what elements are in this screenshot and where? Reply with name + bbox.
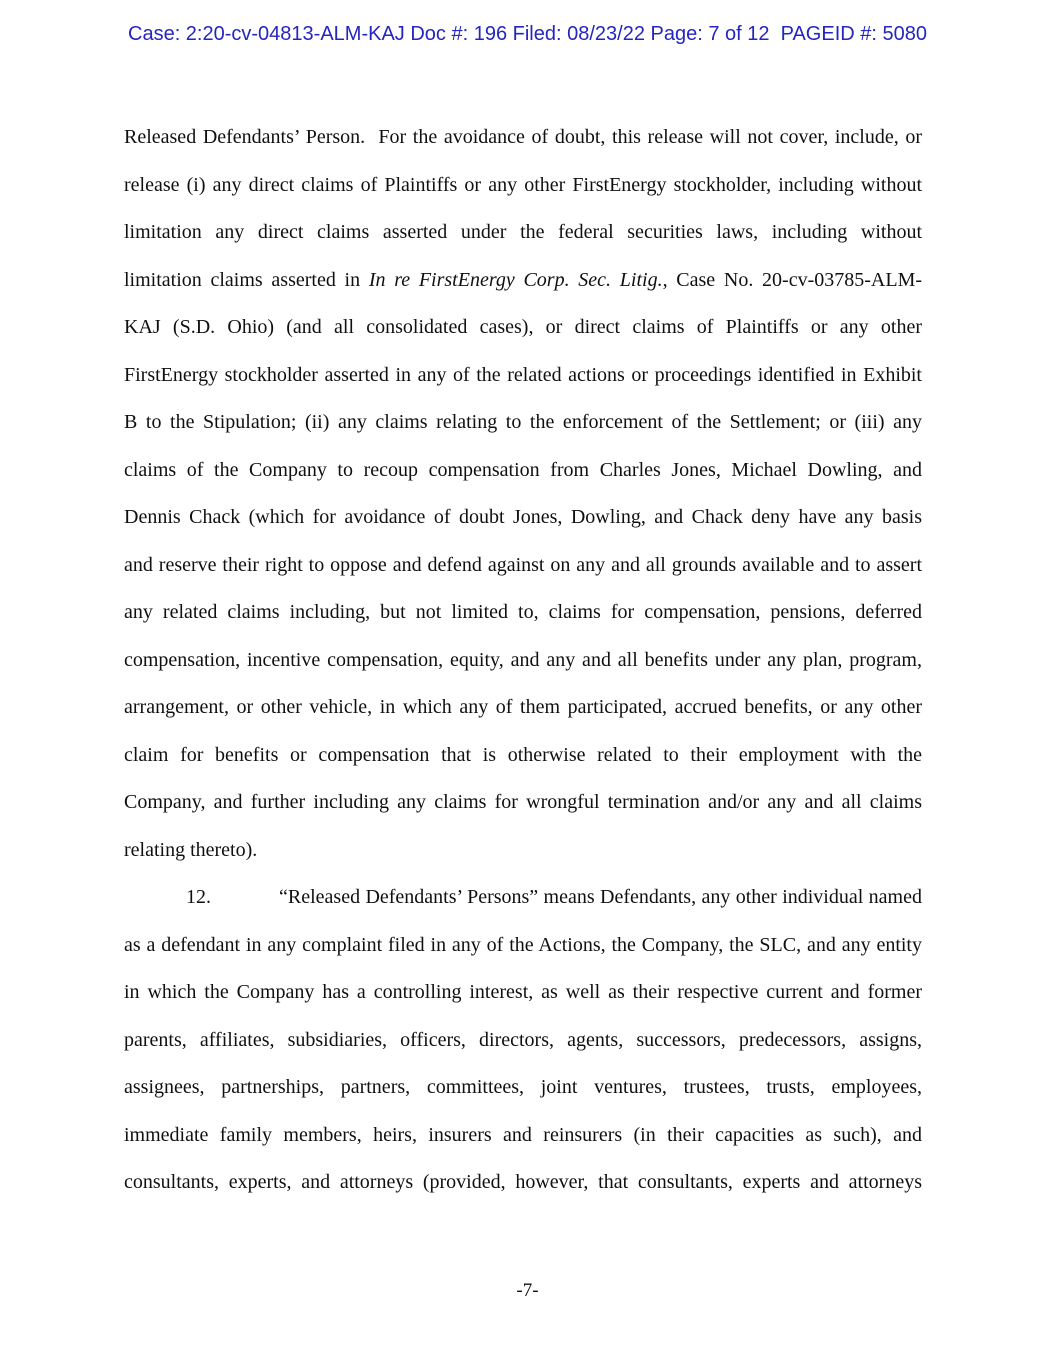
text-line: and reserve their right to oppose and defend against on any and all grounds available and to assert (124, 553, 922, 576)
text-line: Released Defendants’ Person. For the avoidance of doubt, this release will not cover, include, or (124, 126, 922, 148)
text-line: in which the Company has a controlling interest, as well as their respective current and former (124, 981, 922, 1003)
case-stamp-header: Case: 2:20-cv-04813-ALM-KAJ Doc #: 196 Filed: 08/23/22 Page: 7 of 12 PAGEID #: 5080 (128, 23, 927, 45)
text-line: B to the Stipulation; (ii) any claims relating to the enforcement of the Settlement; or (iii) any (124, 411, 922, 433)
paragraph-release-continuation (124, 114, 922, 874)
text-line-numbered (124, 874, 922, 922)
citation-post-text: , Case No. 20-cv-03785-ALM- (662, 268, 923, 291)
text-line: relating thereto). (124, 838, 258, 861)
text-line: immediate family members, heirs, insurers and reinsurers (in their capacities as such), and (124, 1123, 922, 1146)
text-line: any related claims including, but not limited to, claims for compensation, pensions, deferred (124, 601, 922, 623)
text-line: as a defendant in any complaint filed in any of the Actions, the Company, the SLC, and any entity (124, 933, 922, 956)
text-line: KAJ (S.D. Ohio) (and all consolidated cases), or direct claims of Plaintiffs or any other (124, 316, 922, 338)
case-citation-italic: In re FirstEnergy Corp. Sec. Litig. (368, 268, 663, 291)
text-line: Dennis Chack (which for avoidance of doubt Jones, Dowling, and Chack deny have any basis (124, 506, 922, 528)
text-line: compensation, incentive compensation, equity, and any and all benefits under any plan, program, (124, 648, 922, 671)
text-line: limitation any direct claims asserted under the federal securities laws, including without (124, 221, 922, 243)
tab-spacer (211, 902, 279, 903)
text-line: assignees, partnerships, partners, committees, joint ventures, trustees, trusts, employees, (124, 1076, 922, 1098)
text-line-citation (124, 257, 922, 305)
text-line: Company, and further including any claims for wrongful termination and/or any and all claims (124, 791, 922, 813)
citation-pre-text: limitation claims asserted in (124, 268, 369, 291)
page-number: -7- (516, 1280, 539, 1301)
text-line: claim for benefits or compensation that is otherwise related to their employment with the (124, 743, 922, 766)
text-line: consultants, experts, and attorneys (provided, however, that consultants, experts and attorneys (124, 1171, 922, 1193)
text-line: arrangement, or other vehicle, in which any of them participated, accrued benefits, or any other (124, 696, 922, 718)
text-line: FirstEnergy stockholder asserted in any of the related actions or proceedings identified in Exhibit (124, 363, 922, 386)
text-line: release (i) any direct claims of Plaintiffs or any other FirstEnergy stockholder, including without (124, 173, 922, 196)
text-line: claims of the Company to recoup compensation from Charles Jones, Michael Dowling, and (124, 458, 922, 481)
text-line: parents, affiliates, subsidiaries, officers, directors, agents, successors, predecessors, assigns, (124, 1028, 922, 1051)
paragraph-12-first-line-text: “Released Defendants’ Persons” means Defendants, any other individual named (279, 886, 922, 908)
paragraph-12-definition (124, 874, 922, 1207)
paragraph-number: 12. (186, 886, 211, 908)
document-body (124, 114, 922, 1207)
